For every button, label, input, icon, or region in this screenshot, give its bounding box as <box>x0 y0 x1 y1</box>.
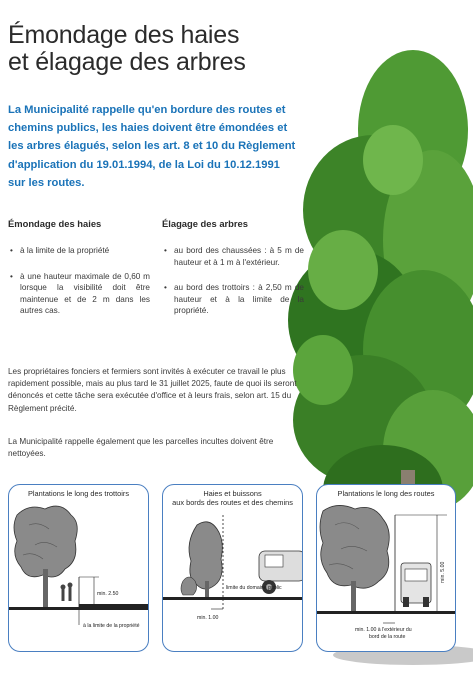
intro-paragraph: La Municipalité rappelle qu'en bordure des routes et chemins publics, les haies doivent être émondées et les arbres élagués, selon les art. 8 et 10 du Règlement d'application du 19.01.1994, de la Loi du 10.12.1991 sur les routes. <box>8 104 296 189</box>
trees-heading: Élagage des arbres <box>162 218 248 229</box>
hedges-list <box>8 245 150 316</box>
page-title <box>8 22 308 76</box>
roads-drawing <box>317 485 456 652</box>
roads-diagram <box>316 484 456 652</box>
roads-distance-label-2: bord de la route <box>369 634 406 640</box>
sidewalk-height-label: min. 2.50 <box>97 591 119 597</box>
sidewalk-caption: Plantations le long des trottoirs <box>27 489 130 498</box>
list-item: • au bord des chaussées : à 5 m de hauteur et à 1 m à l'extérieur. <box>162 245 304 268</box>
hedges-distance-label: min. 1.00 <box>197 615 219 621</box>
list-item: • au bord des trottoirs : à 2,50 m de hauteur et à la limite de la propriété. <box>162 282 304 316</box>
roads-height-label: min. 5.00 <box>440 561 446 583</box>
trees-list <box>162 245 304 316</box>
deadline-paragraph: Les propriétaires fonciers et fermiers sont invités à exécuter ce travail le plus rapidement possible, mais au plus tard le 31 juillet 2025, faute de quoi ils seront dénoncés et cette tâche sera exécutée d'office et à leurs frais, selon art. 15 du Règlement précité. <box>8 367 297 413</box>
list-item: • à une hauteur maximale de 0,60 m lorsque la visibilité doit être maintenue et de 2 m dans les autres cas. <box>8 271 150 317</box>
sidewalk-drawing <box>9 485 149 652</box>
hedges-heading: Émondage des haies <box>8 218 102 229</box>
roads-distance-label-1: min. 1.00 à l'extérieur du <box>355 627 412 633</box>
uncultivated-paragraph: La Municipalité rappelle également que les parcelles incultes doivent être nettoyées. <box>8 437 274 459</box>
list-item: • à la limite de la propriété <box>8 245 150 256</box>
hedges-caption-line-1: Haies et buissons <box>203 489 262 498</box>
roads-caption: Plantations le long des routes <box>337 489 435 498</box>
hedges-diagram <box>162 484 303 652</box>
title-line-2: et élagage des arbres <box>8 48 246 76</box>
sidewalk-diagram <box>8 484 149 652</box>
hedges-column <box>8 218 150 330</box>
title-line-1: Émondage des haies <box>8 21 240 49</box>
hedges-caption-line-2: aux bords des routes et des chemins <box>172 498 293 507</box>
hedges-drawing <box>163 485 303 652</box>
sidewalk-boundary-label: à la limite de la propriété <box>83 623 140 629</box>
hedges-boundary-label: limite du domaine public <box>226 585 282 591</box>
trees-column <box>162 218 304 330</box>
